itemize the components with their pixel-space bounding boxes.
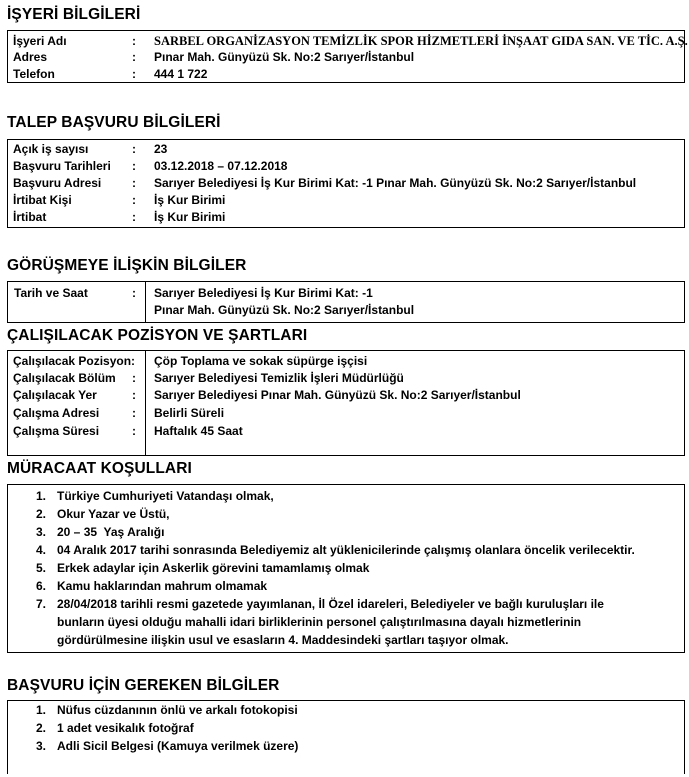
field-label: İşyeri Adı: [13, 34, 67, 48]
section-title-application: TALEP BAŞVURU BİLGİLERİ: [7, 114, 221, 131]
field-colon: :: [132, 142, 136, 156]
list-text: Türkiye Cumhuriyeti Vatandaşı olmak,: [57, 489, 274, 503]
section-title-required: BAŞVURU İÇİN GEREKEN BİLGİLER: [7, 677, 280, 694]
field-label: Çalışma Adresi: [13, 406, 100, 420]
field-colon: :: [132, 176, 136, 190]
list-text: gördürülmesine ilişkin usul ve esasların 4. Maddesindeki şartları taşıyor olmak.: [57, 633, 509, 647]
application-address-value: Sarıyer Belediyesi İş Kur Birimi Kat: -1 Pınar Mah. Günyüzü Sk. No:2 Sarıyer/İstanbul: [154, 176, 637, 190]
list-number: 4.: [35, 543, 46, 557]
section-title-conditions: MÜRACAAT KOŞULLARI: [7, 460, 192, 477]
list-text: Kamu haklarından mahrum olmamak: [57, 579, 268, 593]
list-number: 3.: [35, 525, 46, 539]
list-number: 1.: [35, 703, 46, 717]
field-colon: :: [132, 210, 136, 224]
field-label: Çalışılacak Bölüm: [13, 371, 116, 385]
interview-line-1: Sarıyer Belediyesi İş Kur Birimi Kat: -1: [154, 286, 373, 300]
field-label: Çalışılacak Yer: [13, 388, 97, 402]
interview-label: Tarih ve Saat: [14, 286, 88, 300]
field-colon: :: [132, 159, 136, 173]
field-label: Başvuru Adresi: [13, 176, 102, 190]
list-text: 1 adet vesikalık fotoğraf: [57, 721, 194, 735]
list-number: 3.: [35, 739, 46, 753]
field-colon: :: [132, 424, 136, 438]
application-dates-value: 03.12.2018 – 07.12.2018: [154, 159, 288, 173]
department-value: Sarıyer Belediyesi Temizlik İşleri Müdürlüğü: [154, 371, 404, 385]
list-text: Okur Yazar ve Üstü,: [57, 507, 170, 521]
field-label: Telefon: [13, 67, 55, 81]
interview-box: [7, 281, 685, 323]
work-duration-value: Haftalık 45 Saat: [154, 424, 243, 438]
required-box: [7, 700, 685, 774]
field-label: İrtibat: [13, 210, 47, 224]
section-title-position: ÇALIŞILACAK POZİSYON VE ŞARTLARI: [7, 327, 308, 344]
section-title-interview: GÖRÜŞMEYE İLİŞKİN BİLGİLER: [7, 257, 247, 274]
field-colon: :: [132, 388, 136, 402]
column-divider: [145, 282, 146, 322]
field-label: Çalışma Süresi: [13, 424, 100, 438]
list-text: 28/04/2018 tarihli resmi gazetede yayımlanan, İl Özel idareleri, Belediyeler ve bağlı kuruluşları ile: [57, 597, 604, 611]
field-colon: :: [132, 34, 136, 48]
column-divider: [145, 351, 146, 455]
work-address-value: Belirli Süreli: [154, 406, 225, 420]
employer-address-value: Pınar Mah. Günyüzü Sk. No:2 Sarıyer/İstanbul: [154, 50, 415, 64]
list-text: 04 Aralık 2017 tarihi sonrasında Belediyemiz alt yüklenicilerinde çalışmış olanlara öncelik verilecektir.: [57, 543, 635, 557]
position-box: [7, 350, 685, 456]
conditions-box: [7, 484, 685, 653]
field-colon: :: [132, 286, 136, 300]
list-text: Erkek adaylar için Askerlik görevini tamamlamış olmak: [57, 561, 370, 575]
list-number: 1.: [35, 489, 46, 503]
work-location-value: Sarıyer Belediyesi Pınar Mah. Günyüzü Sk. No:2 Sarıyer/İstanbul: [154, 388, 521, 402]
field-colon: :: [132, 193, 136, 207]
list-number: 2.: [35, 507, 46, 521]
interview-line-2: Pınar Mah. Günyüzü Sk. No:2 Sarıyer/İstanbul: [154, 303, 415, 317]
field-label: Adres: [13, 50, 48, 64]
application-box: [7, 139, 685, 228]
employer-phone-value: 444 1 722: [154, 67, 208, 81]
list-text: Adli Sicil Belgesi (Kamuya verilmek üzere): [57, 739, 299, 753]
section-title-employer: İŞYERİ BİLGİLERİ: [7, 6, 141, 23]
field-label: İrtibat Kişi: [13, 193, 72, 207]
field-colon: :: [132, 371, 136, 385]
field-colon: :: [132, 67, 136, 81]
contact-value: İş Kur Birimi: [154, 210, 226, 224]
position-value: Çöp Toplama ve sokak süpürge işçisi: [154, 354, 368, 368]
field-colon: :: [132, 50, 136, 64]
list-text: bunların üyesi olduğu mahalli idari birliklerinin personel çalıştırılmasına dayalı hizmetlerinin: [57, 615, 582, 629]
employer-name-value: SARBEL ORGANİZASYON TEMİZLİK SPOR HİZMETLERİ İNŞAAT GIDA SAN. VE TİC. A.Ş.: [154, 34, 688, 48]
list-item: [24, 597, 674, 649]
field-colon: :: [132, 406, 136, 420]
employer-box: [7, 30, 688, 83]
list-number: 5.: [35, 561, 46, 575]
open-jobs-value: 23: [154, 142, 168, 156]
contact-person-value: İş Kur Birimi: [154, 193, 226, 207]
field-label: Başvuru Tarihleri: [13, 159, 111, 173]
list-number: 7.: [35, 597, 46, 611]
list-text: Nüfus cüzdanının önlü ve arkalı fotokopisi: [57, 703, 298, 717]
list-number: 2.: [35, 721, 46, 735]
list-number: 6.: [35, 579, 46, 593]
field-label: Açık iş sayısı: [13, 142, 89, 156]
field-label: Çalışılacak Pozisyon:: [13, 354, 136, 368]
list-text: 20 – 35 Yaş Aralığı: [57, 525, 165, 539]
